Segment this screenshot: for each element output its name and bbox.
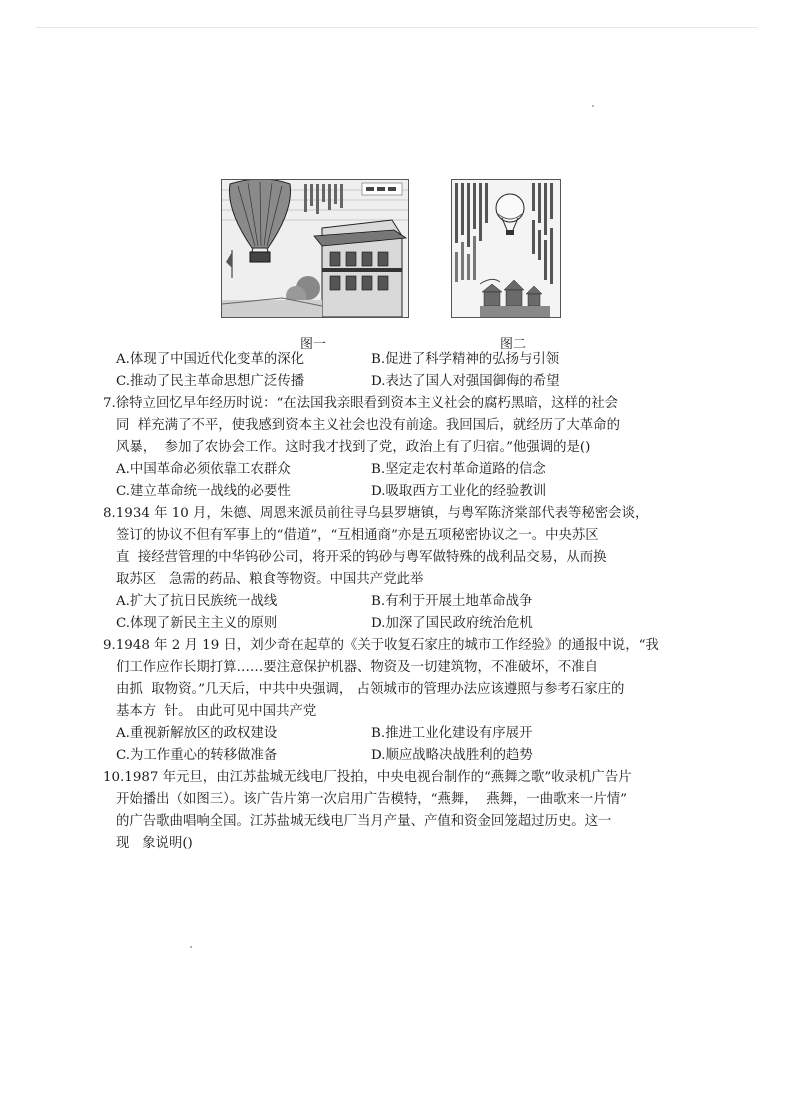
q7-option-c: C.建立革命统一战线的必要性 [116,484,291,499]
q10-stem-line: 的广告歌曲唱响全国。江苏盐城无线电厂当月产量、产值和资金回笼超过历史。这一 [116,814,612,829]
q10-stem-line: 10.1987 年元旦，由江苏盐城无线电厂投拍，中央电视台制作的“燕舞之歌”收录机广告片 [103,770,632,785]
q7-stem-line: 7.徐特立回忆早年经历时说：“在法国我亲眼看到资本主义社会的腐朽黑暗，这样的社会 [103,396,619,411]
scan-speck [592,105,594,107]
q8-stem-line: 签订的协议不但有军事上的“借道”，“互相通商”亦是五项秘密协议之一。中央苏区 [116,528,599,543]
figure-one-image [221,179,409,318]
q6-option-a: A.体现了中国近代化变革的深化 [116,352,305,367]
scan-speck [190,946,192,948]
q8-option-a: A.扩大了抗日民族统一战线 [116,594,278,609]
q9-option-b: B.推进工业化建设有序展开 [371,726,533,741]
q8-option-b: B.有利于开展土地革命战争 [371,594,533,609]
q10-stem-line: 现 象说明() [116,836,193,851]
q8-option-d: D.加深了国民政府统治危机 [371,616,533,631]
q7-option-a: A.中国革命必须依靠工农群众 [116,462,291,477]
figure-two-image [451,179,561,318]
q8-option-c: C.体现了新民主主义的原则 [116,616,278,631]
q7-option-b: B.坚定走农村革命道路的信念 [371,462,546,477]
q9-stem-line: 由抓 取物资。”几天后，中共中央强调， 占领城市的管理办法应该遵照与参考石家庄的 [116,682,625,697]
q9-option-d: D.顺应战略决战胜利的趋势 [371,748,533,763]
q7-stem-line: 风暴， 参加了农协会工作。这时我才找到了党，政治上有了归宿。”他强调的是() [116,440,591,455]
q6-option-b: B.促进了科学精神的弘扬与引领 [371,352,560,367]
q6-option-c: C.推动了民主革命思想广泛传播 [116,374,305,389]
q9-option-a: A.重视新解放区的政权建设 [116,726,278,741]
figure-two-caption: 图二 [500,337,527,352]
q10-stem-line: 开始播出（如图三）。该广告片第一次启用广告模特，“燕舞， 燕舞，一曲歌来一片情” [116,792,627,807]
q9-option-c: C.为工作重心的转移做准备 [116,748,278,763]
figure-one-caption: 图一 [300,337,327,352]
q9-stem-line: 基本方 针。 由此可见中国共产党 [116,704,317,719]
page-top-rule [36,27,758,28]
q8-stem-line: 取苏区 急需的药品、粮食等物资。中国共产党此举 [116,572,424,587]
q7-stem-line: 同 样充满了不平，使我感到资本主义社会也没有前途。我回国后，就经历了大革命的 [116,418,620,433]
q7-option-d: D.吸取西方工业化的经验教训 [371,484,547,499]
q8-stem-line: 8.1934 年 10 月，朱德、周恩来派员前往寻乌县罗塘镇，与粤军陈济棠部代表等秘密会谈， [103,506,649,521]
q9-stem-line: 9.1948 年 2 月 19 日，刘少奇在起草的《关于收复石家庄的城市工作经验》的通报中说，“我 [103,638,659,653]
q8-stem-line: 直 接经营管理的中华钨砂公司，将开采的钨砂与粤军做特殊的战利品交易，从而换 [116,550,607,565]
q6-option-d: D.表达了国人对强国御侮的希望 [371,374,560,389]
q9-stem-line: 们工作应作长期打算……要注意保护机器、物资及一切建筑物，不准破坏，不准自 [116,660,599,675]
